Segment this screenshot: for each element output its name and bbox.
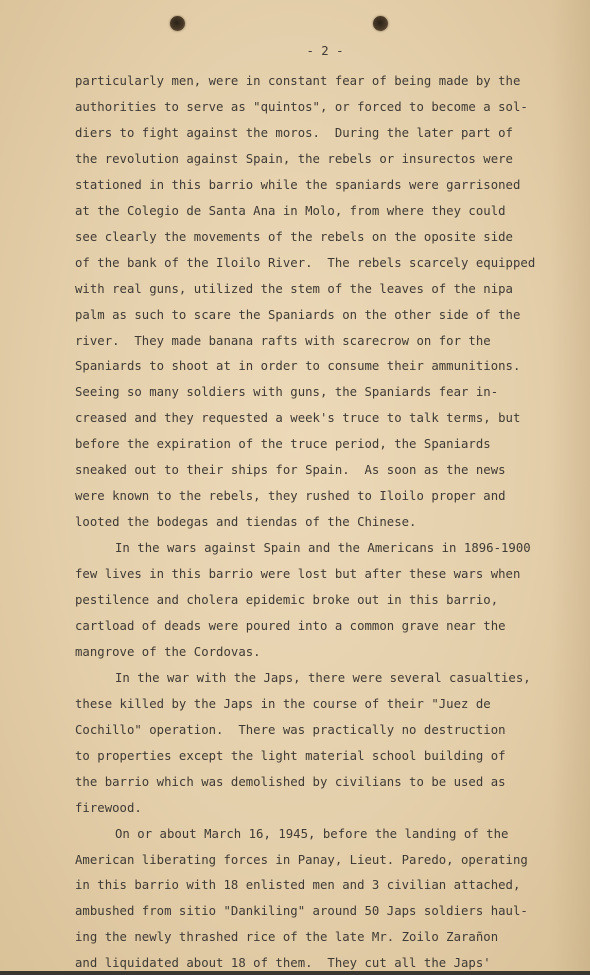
text-line: Cochillo" operation. There was practically no destruction: [75, 722, 506, 737]
text-line: palm as such to scare the Spaniards on the other side of the: [75, 307, 521, 322]
text-line: few lives in this barrio were lost but after these wars when: [75, 567, 521, 581]
text-line: and liquidated about 18 of them. They cut all the Japs': [75, 956, 491, 971]
text-line: On or about March 16, 1945, before the landing of the: [115, 826, 509, 841]
punch-hole-right: [373, 16, 388, 31]
text-line: the revolution against Spain, the rebels or insurectos were: [75, 151, 513, 166]
scan-bottom-edge: [0, 971, 590, 975]
text-line: looted the bodegas and tiendas of the Chinese.: [75, 515, 417, 530]
text-line: before the expiration of the truce period, the Spaniards: [75, 437, 491, 452]
text-line: mangrove of the Cordovas.: [75, 644, 261, 659]
text-line: to properties except the light material school building of: [75, 748, 506, 763]
text-line: creased and they requested a week's truce to talk terms, but: [75, 411, 521, 426]
text-line: authorities to serve as "quintos", or forced to become a sol-: [75, 100, 528, 114]
text-line: particularly men, were in constant fear of being made by the: [75, 74, 521, 88]
page-edge-shadow: [550, 0, 590, 975]
text-line: sneaked out to their ships for Spain. As soon as the news: [75, 463, 506, 478]
text-line: with real guns, utilized the stem of the leaves of the nipa: [75, 281, 513, 296]
text-line: river. They made banana rafts with scarecrow on for the: [75, 333, 491, 348]
text-line: firewood.: [75, 800, 142, 815]
text-line: In the war with the Japs, there were several casualties,: [115, 670, 531, 685]
text-line: diers to fight against the moros. During the later part of: [75, 125, 513, 140]
text-line: in this barrio with 18 enlisted men and 3 civilian attached,: [75, 878, 521, 893]
text-line: stationed in this barrio while the spaniards were garrisoned: [75, 177, 521, 192]
text-line: Seeing so many soldiers with guns, the Spaniards fear in-: [75, 385, 499, 400]
text-line: see clearly the movements of the rebels on the oposite side: [75, 229, 513, 244]
text-line: at the Colegio de Santa Ana in Molo, from where they could: [75, 203, 506, 218]
text-line: the barrio which was demolished by civilians to be used as: [75, 774, 506, 789]
text-line: In the wars against Spain and the Americans in 1896-1900: [115, 541, 531, 556]
text-line: pestilence and cholera epidemic broke out in this barrio,: [75, 593, 499, 607]
page-number: - 2 -: [306, 44, 344, 58]
text-line: ambushed from sitio "Dankiling" around 50 Japs soldiers haul-: [75, 904, 528, 919]
text-line: were known to the rebels, they rushed to Iloilo proper and: [75, 489, 506, 504]
text-line: Spaniards to shoot at in order to consume their ammunitions.: [75, 359, 521, 374]
punch-hole-left: [170, 16, 185, 31]
text-line: cartload of deads were poured into a common grave near the: [75, 618, 506, 633]
text-line: ing the newly thrashed rice of the late Mr. Zoilo Zarañon: [75, 930, 499, 945]
text-line: of the bank of the Iloilo River. The rebels scarcely equipped: [75, 255, 536, 270]
text-line: these killed by the Japs in the course of their "Juez de: [75, 696, 491, 711]
text-line: American liberating forces in Panay, Lieut. Paredo, operating: [75, 852, 528, 867]
